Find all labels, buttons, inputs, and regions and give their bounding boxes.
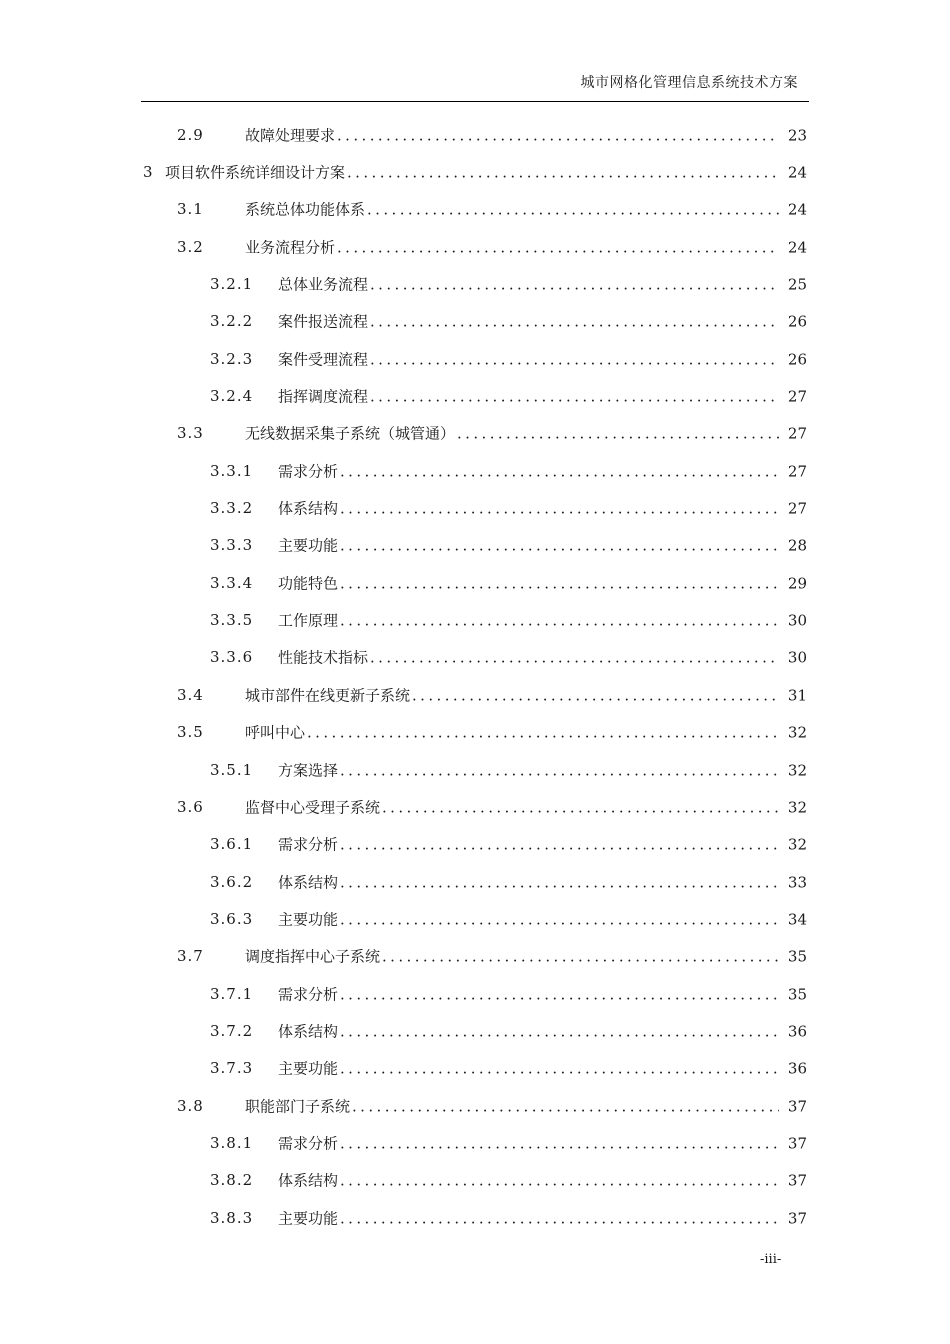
toc-entry[interactable] bbox=[141, 415, 807, 452]
toc-entry-number: 3.6.3 bbox=[210, 909, 254, 928]
page-number: -iii- bbox=[760, 1252, 782, 1267]
toc-entry[interactable] bbox=[141, 1124, 807, 1161]
toc-entry-title-row bbox=[245, 1095, 807, 1116]
toc-entry-title: 案件报送流程 bbox=[278, 312, 369, 331]
toc-entry-title-row bbox=[278, 348, 807, 369]
toc-entry[interactable] bbox=[141, 191, 807, 228]
toc-entry-page: 32 bbox=[787, 723, 807, 742]
toc-dot-leader bbox=[412, 686, 779, 704]
toc-entry-number: 3.8 bbox=[177, 1096, 204, 1115]
toc-entry-number: 3.2 bbox=[177, 237, 204, 256]
toc-dot-leader bbox=[457, 425, 779, 443]
toc-entry-number: 3.3.2 bbox=[210, 499, 254, 518]
toc-entry-title-row bbox=[278, 871, 807, 892]
toc-entry-title-row bbox=[165, 162, 807, 183]
toc-entry-title: 性能技术指标 bbox=[278, 648, 369, 667]
toc-entry-title: 体系结构 bbox=[278, 873, 339, 892]
toc-entry-title-row bbox=[278, 908, 807, 929]
toc-entry-page: 37 bbox=[787, 1134, 807, 1153]
toc-dot-leader bbox=[370, 350, 779, 368]
toc-entry-page: 32 bbox=[787, 798, 807, 817]
toc-entry[interactable] bbox=[141, 377, 807, 414]
toc-dot-leader bbox=[340, 1060, 779, 1078]
toc-entry-title: 故障处理要求 bbox=[245, 126, 336, 145]
toc-dot-leader bbox=[370, 276, 779, 294]
toc-entry-number: 2.9 bbox=[177, 125, 204, 144]
toc-dot-leader bbox=[340, 1172, 779, 1190]
toc-dot-leader bbox=[352, 1097, 779, 1115]
toc-entry-number: 3.1 bbox=[177, 200, 204, 219]
toc-entry-number: 3.8.1 bbox=[210, 1133, 254, 1152]
toc-entry-page: 27 bbox=[787, 387, 807, 406]
toc-entry-page: 24 bbox=[787, 163, 807, 182]
toc-entry-page: 29 bbox=[787, 574, 807, 593]
toc-entry-title-row bbox=[245, 684, 807, 705]
toc-dot-leader bbox=[347, 164, 779, 182]
toc-entry-number: 3.2.1 bbox=[210, 275, 254, 294]
toc-entry-page: 36 bbox=[787, 1022, 807, 1041]
toc-entry-title: 无线数据采集子系统（城管通） bbox=[245, 424, 456, 443]
toc-entry[interactable] bbox=[141, 1199, 807, 1236]
toc-entry[interactable] bbox=[141, 1050, 807, 1087]
toc-entry-page: 32 bbox=[787, 835, 807, 854]
toc-dot-leader bbox=[340, 910, 779, 928]
toc-entry-title: 指挥调度流程 bbox=[278, 387, 369, 406]
toc-dot-leader bbox=[370, 313, 779, 331]
toc-dot-leader bbox=[340, 462, 779, 480]
toc-entry-number: 3.4 bbox=[177, 685, 204, 704]
toc-entry-title: 体系结构 bbox=[278, 1171, 339, 1190]
toc-entry[interactable] bbox=[141, 863, 807, 900]
toc-entry-page: 37 bbox=[787, 1097, 807, 1116]
toc-entry-title: 需求分析 bbox=[278, 1134, 339, 1153]
toc-entry-title: 主要功能 bbox=[278, 536, 339, 555]
toc-dot-leader bbox=[340, 500, 779, 518]
toc-entry[interactable] bbox=[141, 564, 807, 601]
toc-entry[interactable] bbox=[141, 676, 807, 713]
toc-entry-title-row bbox=[278, 1170, 807, 1191]
toc-dot-leader bbox=[337, 126, 779, 144]
toc-entry-page: 28 bbox=[787, 536, 807, 555]
toc-entry-page: 25 bbox=[787, 275, 807, 294]
toc-dot-leader bbox=[340, 836, 779, 854]
toc-entry-title-row bbox=[278, 1058, 807, 1079]
toc-dot-leader bbox=[367, 201, 779, 219]
toc-entry-title-row bbox=[278, 460, 807, 481]
toc-entry-title-row bbox=[278, 311, 807, 332]
toc-dot-leader bbox=[370, 388, 779, 406]
toc-entry-title: 主要功能 bbox=[278, 1059, 339, 1078]
toc-entry-number: 3.3.6 bbox=[210, 648, 254, 667]
toc-entry-title-row bbox=[278, 498, 807, 519]
toc-entry[interactable] bbox=[141, 639, 807, 676]
toc-entry-page: 24 bbox=[787, 200, 807, 219]
toc-entry-title: 体系结构 bbox=[278, 1022, 339, 1041]
toc-entry-number: 3.6 bbox=[177, 797, 204, 816]
toc-entry[interactable] bbox=[141, 1162, 807, 1199]
toc-entry-title-row bbox=[278, 386, 807, 407]
toc-entry-page: 36 bbox=[787, 1059, 807, 1078]
toc-entry-page: 31 bbox=[787, 686, 807, 705]
toc-entry-number: 3.7.2 bbox=[210, 1021, 254, 1040]
toc-entry-title-row bbox=[278, 1207, 807, 1228]
header-rule bbox=[141, 101, 809, 102]
toc-dot-leader bbox=[340, 1134, 779, 1152]
toc-entry-page: 34 bbox=[787, 910, 807, 929]
toc-entry[interactable] bbox=[141, 975, 807, 1012]
toc-entry-title-row bbox=[278, 610, 807, 631]
toc-entry-title: 体系结构 bbox=[278, 499, 339, 518]
toc-entry-title: 项目软件系统详细设计方案 bbox=[165, 163, 346, 182]
toc-entry-title-row bbox=[278, 1020, 807, 1041]
toc-entry[interactable] bbox=[141, 116, 807, 153]
toc-entry[interactable] bbox=[141, 900, 807, 937]
toc-entry-title-row bbox=[245, 124, 807, 145]
toc-entry[interactable] bbox=[141, 826, 807, 863]
toc-entry[interactable] bbox=[141, 228, 807, 265]
toc-entry-number: 3.7 bbox=[177, 947, 204, 966]
toc-entry-title: 方案选择 bbox=[278, 761, 339, 780]
toc-entry-title: 功能特色 bbox=[278, 574, 339, 593]
table-of-contents bbox=[141, 116, 807, 1236]
toc-entry[interactable] bbox=[141, 938, 807, 975]
toc-entry-page: 30 bbox=[787, 611, 807, 630]
toc-entry-number: 3.3.5 bbox=[210, 611, 254, 630]
toc-entry[interactable] bbox=[141, 751, 807, 788]
toc-entry-title-row bbox=[245, 199, 807, 220]
toc-entry[interactable] bbox=[141, 265, 807, 302]
toc-entry-page: 37 bbox=[787, 1171, 807, 1190]
toc-entry-number: 3.6.1 bbox=[210, 835, 254, 854]
toc-dot-leader bbox=[382, 798, 779, 816]
toc-entry-title: 调度指挥中心子系统 bbox=[245, 947, 381, 966]
toc-entry-page: 32 bbox=[787, 761, 807, 780]
toc-entry-page: 33 bbox=[787, 873, 807, 892]
toc-entry-number: 3.5 bbox=[177, 723, 204, 742]
toc-entry-page: 37 bbox=[787, 1209, 807, 1228]
toc-dot-leader bbox=[307, 724, 779, 742]
toc-entry[interactable] bbox=[141, 788, 807, 825]
toc-dot-leader bbox=[340, 1209, 779, 1227]
toc-entry[interactable] bbox=[141, 1012, 807, 1049]
running-header-title: 城市网格化管理信息系统技术方案 bbox=[580, 75, 798, 91]
toc-entry[interactable] bbox=[141, 340, 807, 377]
toc-entry-title: 需求分析 bbox=[278, 835, 339, 854]
toc-entry-number: 3.8.2 bbox=[210, 1171, 254, 1190]
toc-entry-number: 3 bbox=[143, 163, 154, 182]
toc-entry-title-row bbox=[245, 423, 807, 444]
toc-entry[interactable] bbox=[141, 601, 807, 638]
toc-entry-title-row bbox=[278, 1132, 807, 1153]
toc-entry-title: 职能部门子系统 bbox=[245, 1097, 351, 1116]
toc-dot-leader bbox=[340, 873, 779, 891]
toc-dot-leader bbox=[340, 761, 779, 779]
toc-entry[interactable] bbox=[141, 489, 807, 526]
toc-entry-title-row bbox=[245, 796, 807, 817]
toc-entry-title-row bbox=[245, 236, 807, 257]
toc-entry[interactable] bbox=[141, 153, 807, 190]
toc-entry-title-row bbox=[278, 535, 807, 556]
toc-entry-number: 3.5.1 bbox=[210, 760, 254, 779]
toc-dot-leader bbox=[340, 612, 779, 630]
toc-entry-title: 案件受理流程 bbox=[278, 350, 369, 369]
toc-entry-title-row bbox=[278, 983, 807, 1004]
toc-entry-page: 23 bbox=[787, 126, 807, 145]
toc-entry-title-row bbox=[278, 572, 807, 593]
toc-entry-number: 3.2.4 bbox=[210, 387, 254, 406]
toc-entry-page: 26 bbox=[787, 350, 807, 369]
toc-entry-number: 3.8.3 bbox=[210, 1208, 254, 1227]
toc-entry-title: 需求分析 bbox=[278, 985, 339, 1004]
toc-entry-page: 30 bbox=[787, 648, 807, 667]
toc-entry-page: 27 bbox=[787, 462, 807, 481]
toc-entry-page: 27 bbox=[787, 424, 807, 443]
toc-entry-title-row bbox=[278, 274, 807, 295]
toc-dot-leader bbox=[370, 649, 779, 667]
toc-entry-number: 3.2.3 bbox=[210, 349, 254, 368]
toc-entry-title-row bbox=[278, 759, 807, 780]
toc-entry-title: 工作原理 bbox=[278, 611, 339, 630]
toc-dot-leader bbox=[340, 1022, 779, 1040]
toc-entry-title-row bbox=[278, 834, 807, 855]
toc-entry-title: 总体业务流程 bbox=[278, 275, 369, 294]
toc-entry-page: 27 bbox=[787, 499, 807, 518]
toc-dot-leader bbox=[340, 537, 779, 555]
toc-entry[interactable] bbox=[141, 714, 807, 751]
toc-entry-number: 3.3.1 bbox=[210, 461, 254, 480]
toc-entry-page: 24 bbox=[787, 238, 807, 257]
toc-entry[interactable] bbox=[141, 1087, 807, 1124]
toc-entry-number: 3.3.4 bbox=[210, 573, 254, 592]
toc-dot-leader bbox=[337, 238, 779, 256]
toc-entry-number: 3.7.3 bbox=[210, 1059, 254, 1078]
toc-entry-title: 呼叫中心 bbox=[245, 723, 306, 742]
toc-entry-title-row bbox=[278, 647, 807, 668]
toc-entry-title: 业务流程分析 bbox=[245, 238, 336, 257]
toc-entry-page: 35 bbox=[787, 985, 807, 1004]
toc-dot-leader bbox=[382, 948, 779, 966]
toc-entry-title: 系统总体功能体系 bbox=[245, 200, 366, 219]
toc-entry-title: 需求分析 bbox=[278, 462, 339, 481]
toc-entry[interactable] bbox=[141, 303, 807, 340]
toc-entry-title-row bbox=[245, 722, 807, 743]
toc-entry[interactable] bbox=[141, 452, 807, 489]
toc-entry-number: 3.7.1 bbox=[210, 984, 254, 1003]
toc-entry-number: 3.3.3 bbox=[210, 536, 254, 555]
toc-dot-leader bbox=[340, 574, 779, 592]
toc-entry[interactable] bbox=[141, 527, 807, 564]
toc-entry-number: 3.6.2 bbox=[210, 872, 254, 891]
toc-entry-title-row bbox=[245, 946, 807, 967]
toc-dot-leader bbox=[340, 985, 779, 1003]
toc-entry-page: 35 bbox=[787, 947, 807, 966]
toc-entry-page: 26 bbox=[787, 312, 807, 331]
toc-entry-title: 主要功能 bbox=[278, 1209, 339, 1228]
toc-entry-title: 监督中心受理子系统 bbox=[245, 798, 381, 817]
toc-entry-title: 主要功能 bbox=[278, 910, 339, 929]
toc-entry-title: 城市部件在线更新子系统 bbox=[245, 686, 411, 705]
toc-entry-number: 3.3 bbox=[177, 424, 204, 443]
toc-entry-number: 3.2.2 bbox=[210, 312, 254, 331]
